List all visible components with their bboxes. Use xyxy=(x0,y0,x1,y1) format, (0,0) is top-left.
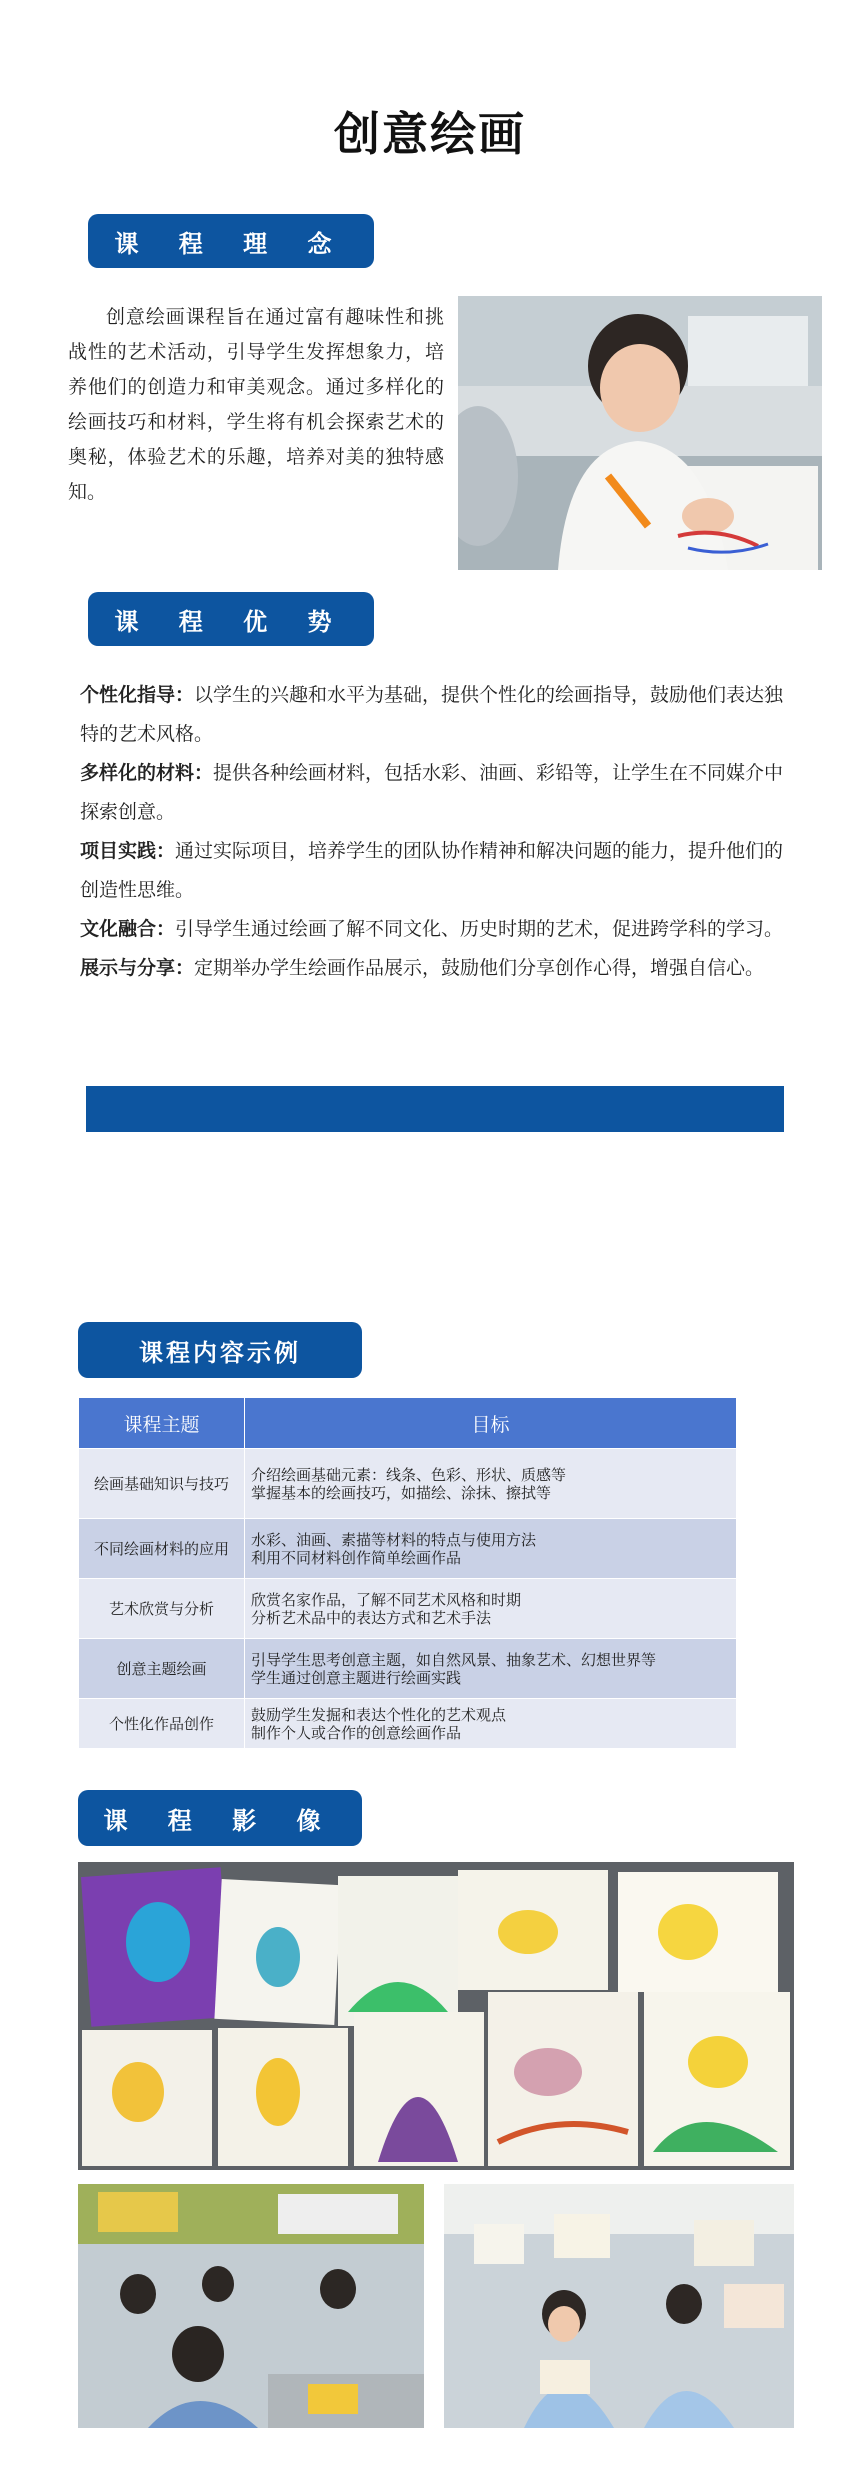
table-header-row xyxy=(79,1398,737,1449)
advantage-item xyxy=(80,754,802,832)
goal-line: 水彩、油画、素描等材料的特点与使用方法 xyxy=(251,1530,537,1549)
table-row xyxy=(79,1699,737,1749)
goal-line: 介绍绘画基础元素：线条、色彩、形状、质感等 xyxy=(251,1465,567,1484)
advantage-label: 文化融合： xyxy=(80,918,176,940)
advantage-item xyxy=(80,949,802,988)
table-row xyxy=(79,1519,737,1579)
goal-line: 鼓励学生发掘和表达个性化的艺术观点 xyxy=(251,1705,507,1724)
goal-line: 分析艺术品中的表达方式和艺术手法 xyxy=(251,1608,492,1627)
table-cell-topic: 个性化作品创作 xyxy=(79,1699,245,1749)
table-cell-goal xyxy=(245,1519,737,1579)
photo-classroom-drawing xyxy=(78,2184,424,2428)
goal-line: 利用不同材料创作简单绘画作品 xyxy=(251,1548,462,1567)
advantage-item xyxy=(80,676,802,754)
goal-line: 制作个人或合作的创意绘画作品 xyxy=(251,1723,462,1742)
advantage-item xyxy=(80,910,802,949)
table-cell-topic: 绘画基础知识与技巧 xyxy=(79,1449,245,1519)
table-cell-goal xyxy=(245,1699,737,1749)
advantage-text: 通过实际项目，培养学生的团队协作精神和解决问题的能力，提升他们的创造性思维。 xyxy=(80,840,784,901)
divider-bar xyxy=(86,1086,784,1132)
goal-line: 掌握基本的绘画技巧，如描绘、涂抹、擦拭等 xyxy=(251,1483,552,1502)
table-cell-goal xyxy=(245,1449,737,1519)
photo-student-artworks xyxy=(78,1862,794,2170)
table-cell-topic: 不同绘画材料的应用 xyxy=(79,1519,245,1579)
table-cell-goal xyxy=(245,1579,737,1639)
advantage-label: 多样化的材料： xyxy=(80,762,214,784)
goal-line: 欣赏名家作品，了解不同艺术风格和时期 xyxy=(251,1590,522,1609)
intro-paragraph: 创意绘画课程旨在通过富有趣味性和挑战性的艺术活动，引导学生发挥想象力，培养他们的创造力和审美观念。通过多样化的绘画技巧和材料，学生将有机会探索艺术的奥秘，体验艺术的乐趣，培养对美的独特感知。 xyxy=(68,306,444,503)
table-header-topic: 课程主题 xyxy=(79,1398,245,1449)
goal-line: 引导学生思考创意主题，如自然风景、抽象艺术、幻想世界等 xyxy=(251,1650,657,1669)
table-cell-topic: 创意主题绘画 xyxy=(79,1639,245,1699)
advantage-text: 提供各种绘画材料，包括水彩、油画、彩铅等，让学生在不同媒介中探索创意。 xyxy=(80,762,784,823)
advantages-list xyxy=(80,676,802,988)
section-header-advantages: 课 程 优 势 xyxy=(88,592,374,646)
table-row xyxy=(79,1449,737,1519)
advantage-text: 以学生的兴趣和水平为基础，提供个性化的绘画指导，鼓励他们表达独特的艺术风格。 xyxy=(80,684,784,745)
table-cell-goal xyxy=(245,1639,737,1699)
page-title: 创意绘画 xyxy=(334,107,526,161)
table-cell-topic: 艺术欣赏与分析 xyxy=(79,1579,245,1639)
goal-line: 学生通过创意主题进行绘画实践 xyxy=(251,1668,462,1687)
table-row xyxy=(79,1639,737,1699)
advantage-item xyxy=(80,832,802,910)
course-content-table xyxy=(78,1397,737,1749)
advantage-label: 项目实践： xyxy=(80,840,176,862)
section-header-concept: 课 程 理 念 xyxy=(88,214,374,268)
advantage-label: 个性化指导： xyxy=(80,684,195,706)
section-header-gallery: 课 程 影 像 xyxy=(78,1790,362,1846)
table-header-goal: 目标 xyxy=(245,1398,737,1449)
photo-students-showing-art xyxy=(444,2184,794,2428)
table-row xyxy=(79,1579,737,1639)
advantage-label: 展示与分享： xyxy=(80,957,195,979)
section-header-content: 课程内容示例 xyxy=(78,1322,362,1378)
photo-girl-drawing xyxy=(458,296,822,570)
advantage-text: 引导学生通过绘画了解不同文化、历史时期的艺术，促进跨学科的学习。 xyxy=(175,918,784,940)
advantage-text: 定期举办学生绘画作品展示，鼓励他们分享创作心得，增强自信心。 xyxy=(194,957,765,979)
